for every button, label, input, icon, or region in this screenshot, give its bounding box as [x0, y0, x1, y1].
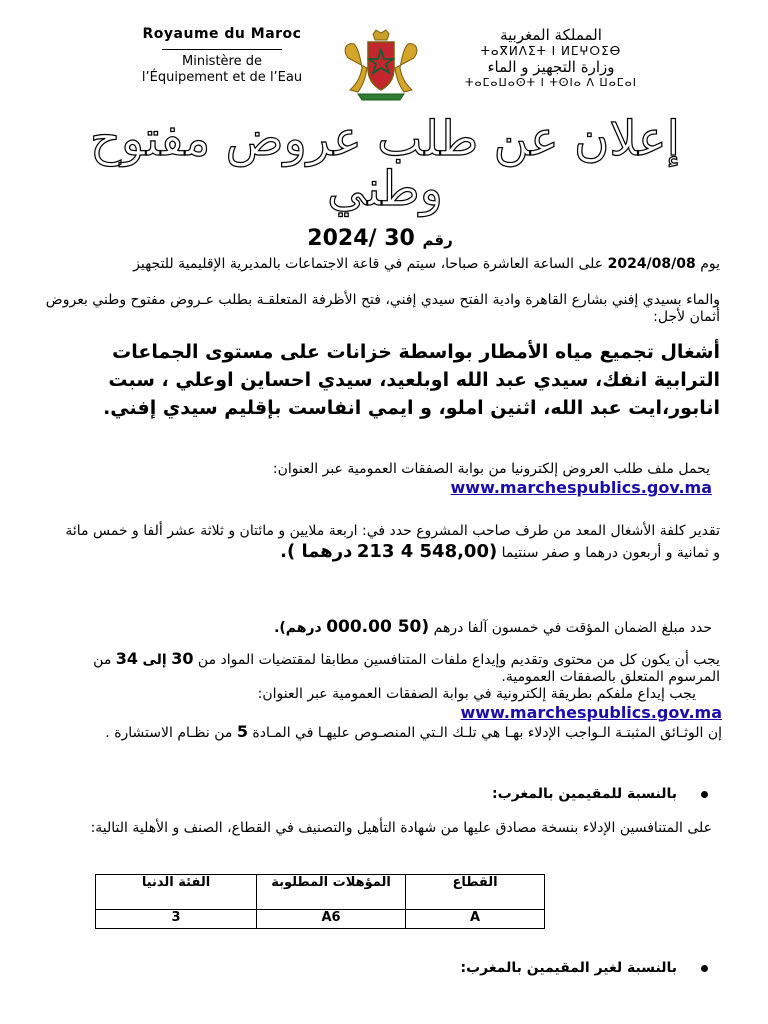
- table-cell-sector: A: [406, 910, 545, 929]
- non-residents-heading: [300, 960, 708, 976]
- fr-ministry-line1: Ministère de: [182, 54, 262, 69]
- table-header-category: الفئة الدنيا: [96, 875, 257, 910]
- article-from: 30: [171, 649, 194, 668]
- intro-line1-text: على الساعة العاشرة صباحا، سيتم في قاعة الاجتماعات بالمديرية الإقليمية للتجهيز: [133, 256, 604, 272]
- header-divider: [162, 49, 282, 50]
- reference-value: 2024/ 30: [307, 226, 415, 251]
- submission-line1: [60, 650, 720, 686]
- residents-text: على المتنافسين الإدلاء بنسخة مصادق عليها من شهادة التأهيل والتصنيف في القطاع، الصنف و الأهلية التالية:: [90, 820, 712, 836]
- header-french: [122, 26, 322, 86]
- qualification-table: [95, 874, 545, 929]
- submission-url-link[interactable]: www.marchespublics.gov.ma: [460, 703, 722, 722]
- residents-heading-text: بالنسبة للمقيمين بالمغرب:: [492, 786, 677, 802]
- guarantee-text: [100, 619, 712, 637]
- royal-emblem-icon: [340, 28, 422, 104]
- works-description: أشغال تجميع مياه الأمطار بواسطة خزانات على مستوى الجماعات الترابية انفك، سيدي عبد الله اوبلعيد، سيدي احساين اوعلي ، سبت انابور،ايت عبد الله، اثنين املو، و ايمي انفاست بإقليم سيدي إفني.: [103, 341, 720, 419]
- table-row: [96, 910, 545, 929]
- opening-date: 2024/08/08: [607, 256, 696, 272]
- document-title: إعلان عن طلب عروض مفتوح وطني: [90, 111, 680, 217]
- table-cell-qualification: A6: [257, 910, 406, 929]
- submission-line2: يجب إيداع ملفكم بطريقة إلكترونية في بوابة الصفقات العمومية عبر العنوان:: [257, 686, 696, 702]
- table-cell-category: 3: [96, 910, 257, 929]
- tifinagh-ministry: ⵜⴰⵎⴰⵡⴰⵙⵜ ⵏ ⵜⵙⵏⴰ ⴷ ⵡⴰⵎⴰⵏ: [465, 76, 637, 89]
- submission-text-b: من المرسوم المتعلق بالصفقات العمومية.: [93, 652, 720, 685]
- tifinagh-kingdom: ⵜⴰⴳⵍⴷⵉⵜ ⵏ ⵍⵎⵖⵔⵉⴱ: [480, 44, 622, 58]
- cost-currency: درهما ).: [280, 541, 353, 562]
- cost-words: تقدير كلفة الأشغال المعد من طرف صاحب المشروع حدد في: اربعة ملايين و مائتان و ثلاثة عشر ألفا و خمس مائة و ثمانية و أربعون درهما و صفر سنتيما: [65, 523, 720, 561]
- fr-kingdom: Royaume du Maroc: [142, 26, 302, 42]
- ar-kingdom: المملكة المغربية: [500, 26, 602, 44]
- reference-number: [230, 226, 530, 251]
- residents-heading: [300, 786, 708, 802]
- download-text: يحمل ملف طلب العروض إلكترونيا من بوابة الصفقات العمومية عبر العنوان:: [272, 461, 710, 477]
- article-to: 34: [115, 649, 139, 668]
- guarantee-words: حدد مبلغ الضمان المؤقت في خمسون آلفا درهم: [433, 620, 712, 636]
- bullet-icon: [701, 791, 708, 798]
- cost-amount: (548,00 4 213: [356, 541, 498, 562]
- ar-ministry: وزارة التجهيز و الماء: [487, 58, 615, 76]
- reference-label: رقم: [422, 231, 453, 249]
- submission-line3: [40, 723, 722, 742]
- non-residents-heading-text: بالنسبة لغير المقيمين بالمغرب:: [460, 960, 677, 976]
- bullet-icon: [701, 965, 708, 972]
- header-arabic: [456, 26, 646, 89]
- guarantee-amount: (50 000.00: [326, 617, 430, 637]
- to-word: إلى: [142, 652, 167, 668]
- documents-text-b: من نظـام الاستشارة .: [105, 725, 233, 741]
- guarantee-currency: درهم).: [274, 620, 322, 636]
- fr-ministry-line2: l’Équipement et de l’Eau: [141, 70, 303, 85]
- submission-text-a: يجب أن يكون كل من محتوى وتقديم وإيداع ملفات المتنافسين مطابقا لمقتضيات المواد من: [197, 652, 720, 668]
- intro-line1: [60, 256, 720, 273]
- intro-day: يوم: [700, 256, 720, 272]
- intro-line2: والماء بسيدي إفني بشارع القاهرة وادية الفتح سيدي إفني، فتح الأظرفة المتعلقـة بطلب عـروض مفتوح وطني بعروض أثمان لأجل:: [45, 292, 720, 325]
- cost-text: [60, 521, 720, 563]
- table-header-qualification: المؤهلات المطلوبة: [257, 875, 406, 910]
- table-header-row: [96, 875, 545, 910]
- download-url-link[interactable]: www.marchespublics.gov.ma: [450, 478, 712, 497]
- article-number: 5: [236, 722, 248, 741]
- table-header-sector: القطاع: [406, 875, 545, 910]
- documents-text-a: إن الوثـائق المثبتـة الـواجب الإدلاء بهـا هي تلـك الـتي المنصـوص عليهـا في المـادة: [252, 725, 722, 741]
